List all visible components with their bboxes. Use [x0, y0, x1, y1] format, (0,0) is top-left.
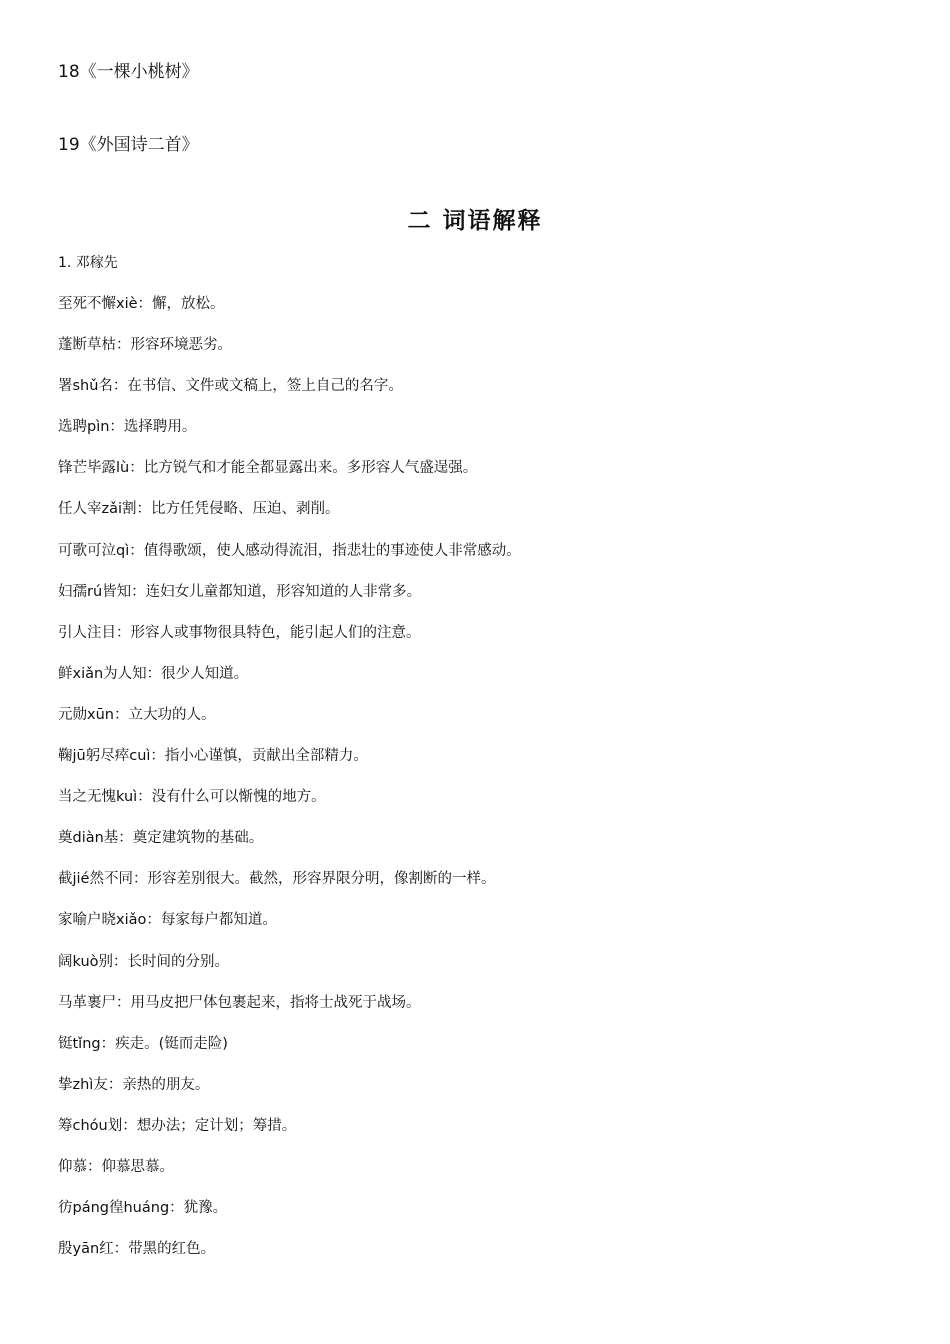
vocab-entry: 任人宰zǎi割：比方任凭侵略、压迫、剥削。 [58, 501, 340, 518]
vocab-entry: 署shǔ名：在书信、文件或文稿上，签上自己的名字。 [58, 378, 403, 395]
vocab-entry: 截jié然不同：形容差别很大。截然，形容界限分明，像割断的一样。 [58, 871, 496, 888]
vocab-entry: 至死不懈xiè：懈，放松。 [58, 296, 225, 312]
vocabulary-list [58, 290, 918, 1276]
vocab-entry: 蓬断草枯：形容环境恶劣。 [58, 337, 232, 354]
vocab-entry: 奠diàn基：奠定建筑物的基础。 [58, 830, 264, 847]
vocab-entry: 铤tǐng：疾走。(铤而走险) [58, 1035, 228, 1052]
vocab-entry: 彷páng徨huáng：犹豫。 [58, 1200, 228, 1217]
vocab-entry: 鲜xiǎn为人知：很少人知道。 [58, 665, 249, 682]
lesson-heading-19: 19《外国诗二首》 [58, 135, 199, 155]
vocab-entry: 元勋xūn：立大功的人。 [58, 706, 216, 723]
vocab-entry: 仰慕：仰慕思慕。 [58, 1158, 174, 1175]
vocab-entry: 选聘pìn：选择聘用。 [58, 419, 197, 436]
vocab-entry: 殷yān红：带黑的红色。 [58, 1241, 216, 1258]
lesson-heading-18: 18《一棵小桃树》 [58, 62, 199, 82]
vocab-entry: 当之无愧kuì：没有什么可以惭愧的地方。 [58, 789, 326, 806]
vocab-entry: 引人注目：形容人或事物很具特色，能引起人们的注意。 [58, 624, 421, 641]
vocab-entry: 可歌可泣qì：值得歌颂，使人感动得流泪，指悲壮的事迹使人非常感动。 [58, 542, 521, 559]
section-title: 二 词语解释 [407, 207, 543, 234]
vocab-entry: 筹chóu划：想办法；定计划；筹措。 [58, 1117, 297, 1134]
vocab-entry: 阔kuò别：长时间的分别。 [58, 953, 230, 970]
vocab-entry: 家喻户晓xiǎo：每家每户都知道。 [58, 912, 277, 929]
vocab-entry: 鞠jū躬尽瘁cuì：指小心谨慎，贡献出全部精力。 [58, 748, 368, 765]
vocab-entry: 挚zhì友：亲热的朋友。 [58, 1076, 210, 1093]
subsection-title: 1. 邓稼先 [58, 255, 118, 271]
vocab-entry: 锋芒毕露lù：比方锐气和才能全都显露出来。多形容人气盛逞强。 [58, 460, 478, 477]
vocab-entry: 妇孺rú皆知：连妇女儿童都知道，形容知道的人非常多。 [58, 583, 422, 600]
vocab-entry: 马革裹尸：用马皮把尸体包裹起来，指将士战死于战场。 [58, 994, 421, 1011]
